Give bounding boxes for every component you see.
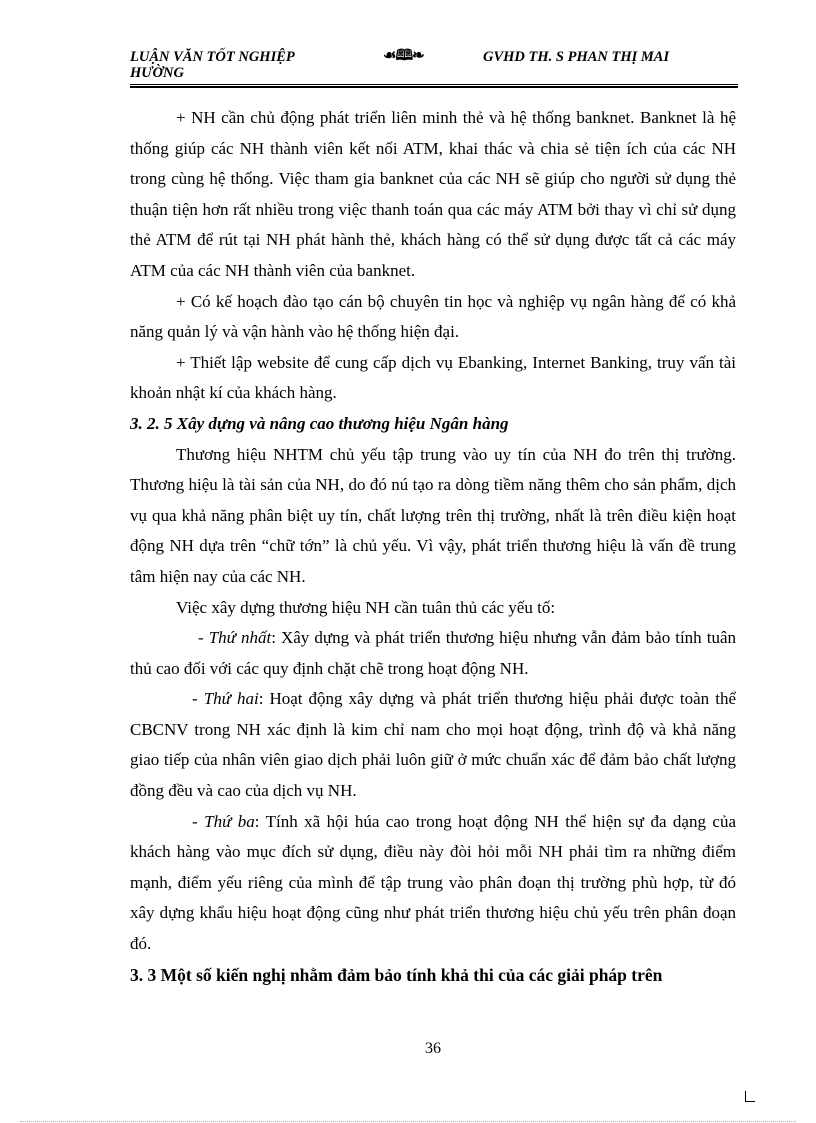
paragraph-brand-factors: Việc xây dựng thương hiệu NH cần tuân thủ các yếu tố: xyxy=(176,597,556,617)
header-thesis-title: LUẬN VĂN TỐT NGHIỆP HƯỜNG xyxy=(130,49,295,81)
list-item-dash: - xyxy=(192,689,204,709)
page-body xyxy=(130,103,736,990)
list-item-dash: - xyxy=(198,628,209,648)
list-item-first xyxy=(130,623,736,684)
page-corner-mark xyxy=(745,1091,746,1101)
list-item-label: Thứ hai xyxy=(203,689,259,709)
section-heading-3-2-5: 3. 2. 5 Xây dựng và nâng cao thương hiệu Ngân hàng xyxy=(130,413,509,433)
section-heading-3-3: 3. 3 Một số kiến nghị nhằm đảm bảo tính khả thi của các giải pháp trên xyxy=(130,964,663,985)
list-item-third xyxy=(130,807,736,960)
list-item-dash: - xyxy=(192,811,205,831)
page-bottom-border xyxy=(20,1121,796,1122)
list-item-label: Thứ nhất xyxy=(208,628,272,648)
paragraph-brand-intro: Thương hiệu NHTM chủ yếu tập trung vào uy tín của NH đo trên thị trường. Thương hiệu là tài sản của NH, do đó nú tạo ra dòng tiềm năng thêm cho sản phẩm, dịch vụ qua khả năng phân biệt uy tín, chất lượng trên thị trường, nhất là trên điều kiện hoạt động NH dựa trên “chữ tớn” là chủ yếu. Vì vậy, phát triển thương hiệu là vấn đề trung tâm hiện nay của các NH. xyxy=(130,444,736,586)
book-ornament-icon: ☙🕮❧ xyxy=(383,48,424,64)
paragraph-banknet: + NH cần chủ động phát triển liên minh thẻ và hệ thống banknet. Banknet là hệ thống giúp các NH thành viên kết nối ATM, khai thác và chia sẻ tiện ích của các NH trong cùng hệ thống. Việc tham gia banknet của các NH sẽ giúp cho người sử dụng thẻ thuận tiện hơn rất nhiều trong việc thanh toán qua các máy ATM bởi thay vì chỉ sử dụng thẻ ATM để rút tại NH phát hành thẻ, khách hàng có thể sử dụng được tất cả các máy ATM của các NH thành viên của banknet. xyxy=(130,108,736,280)
paragraph-website: + Thiết lập website để cung cấp dịch vụ Ebanking, Internet Banking, truy vấn tài khoản nhật kí của khách hàng. xyxy=(130,352,736,403)
list-item-text: : Hoạt động xây dựng và phát triển thương hiệu phải được toàn thể CBCNV trong NH xác định là kim chỉ nam cho mọi hoạt động, trình độ và khả năng giao tiếp của nhân viên giao dịch phải luôn giữ ở mức chuẩn xác để đảm bảo chất lượng đồng đều và cao của dịch vụ NH. xyxy=(130,689,736,801)
paragraph-training: + Có kế hoạch đào tạo cán bộ chuyên tin học và nghiệp vụ ngân hàng để có khả năng quản lý và vận hành vào hệ thống hiện đại. xyxy=(130,291,736,342)
header-supervisor: GVHD TH. S PHAN THỊ MAI xyxy=(483,49,670,65)
page-number: 36 xyxy=(425,1040,441,1057)
header-divider xyxy=(130,84,738,88)
list-item-second xyxy=(130,684,736,806)
list-item-text: : Xây dựng và phát triển thương hiệu nhưng vẫn đảm bảo tính tuân thủ cao đối với các quy định chặt chẽ trong hoạt động NH. xyxy=(130,628,736,678)
list-item-text: : Tính xã hội húa cao trong hoạt động NH thể hiện sự đa dạng của khách hàng vào mục đích sử dụng, điều này đòi hỏi mỗi NH phải tìm ra những điểm mạnh, điểm yếu riêng của mình để tập trung vào phân đoạn thị trường phù hợp, từ đó xây dựng khẩu hiệu hoạt động cũng như phát triển thương hiệu chủ yếu trên phân đoạn đó. xyxy=(130,811,736,954)
page-header xyxy=(130,49,740,83)
page-corner-mark xyxy=(745,1101,755,1102)
list-item-label: Thứ ba xyxy=(204,811,255,831)
